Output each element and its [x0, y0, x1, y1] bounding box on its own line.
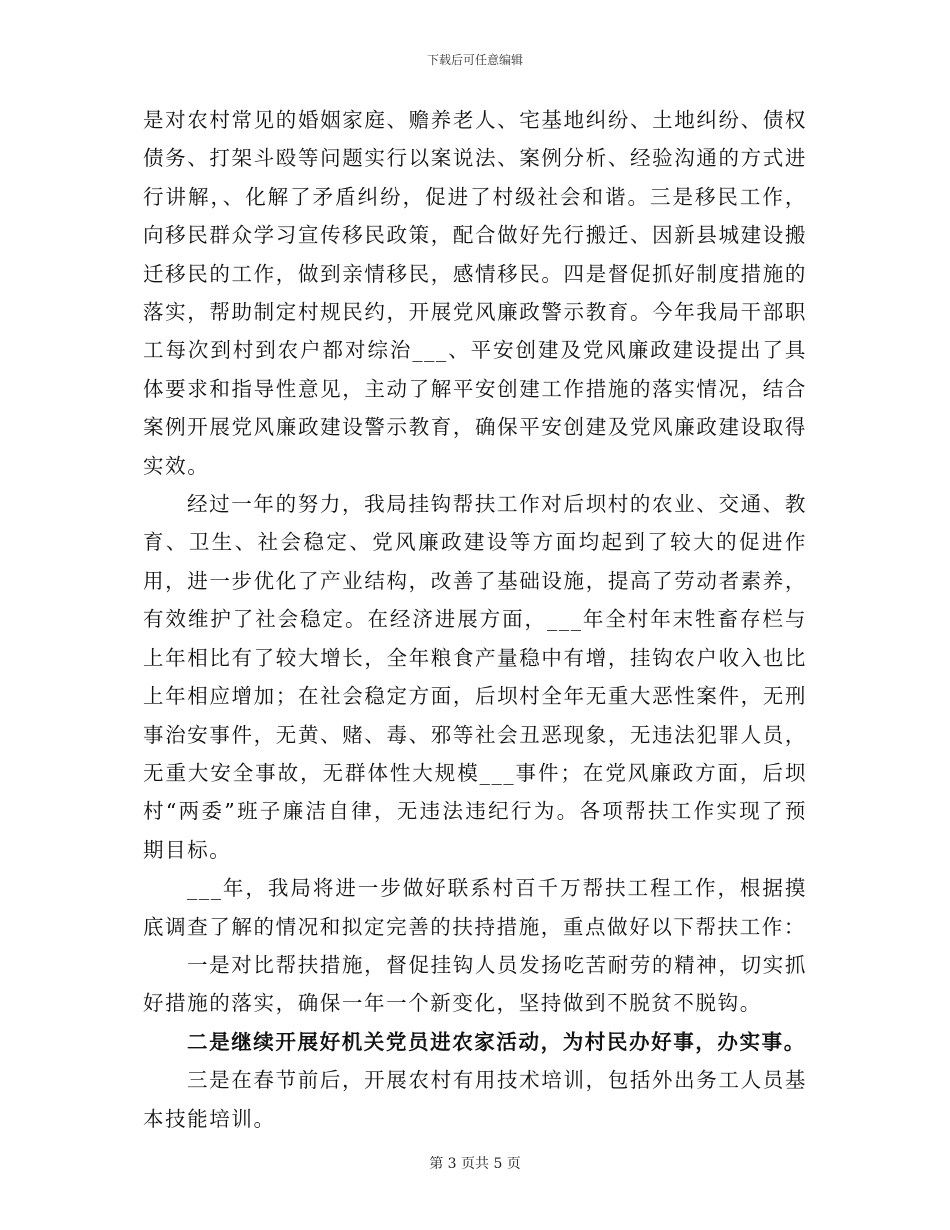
paragraph-summary: 经过一年的努力，我局挂钩帮扶工作对后坝村的农业、交通、教育、卫生、社会稳定、党风廉政建设等方面均起到了较大的促进作用，进一步优化了产业结构，改善了基础设施，提高了劳动者素养，有效维护了社会稳定。在经济进展方面，___年全村年末牲畜存栏与上年相比有了较大增长，全年粮食产量稳中有增，挂钩农户收入也比上年相应增加；在社会稳定方面，后坝村全年无重大恶性案件，无刑事治安事件，无黄、赌、毒、邪等社会丑恶现象，无违法犯罪人员，无重大安全事故，无群体性大规模___事件；在党风廉政方面，后坝村“两委”班子廉洁自律，无违法违纪行为。各项帮扶工作实现了预期目标。 [143, 492, 807, 862]
page-footer: 第 3 页共 5 页 [429, 1156, 521, 1172]
paragraph-plan-item-1: 一是对比帮扶措施，督促挂钩人员发扬吃苦耐劳的精神，切实抓好措施的落实，确保一年一个新变化，坚持做到不脱贫不脱钩。 [143, 952, 807, 1016]
paragraph-plan-intro: ___年，我局将进一步做好联系村百千万帮扶工程工作，根据摸底调查了解的情况和拟定完善的扶持措施，重点做好以下帮扶工作： [143, 876, 807, 939]
page-header: 下载后可任意编辑 [426, 53, 523, 67]
document-body [143, 101, 807, 1138]
paragraph-continued: 是对农村常见的婚姻家庭、赡养老人、宅基地纠纷、土地纠纷、债权债务、打架斗殴等问题实行以案说法、案例分析、经验沟通的方式进行讲解，、化解了矛盾纠纷，促进了村级社会和谐。三是移民工作，向移民群众学习宣传移民政策，配合做好先行搬迁、因新县城建设搬迁移民的工作，做到亲情移民，感情移民。四是督促抓好制度措施的落实，帮助制定村规民约，开展党风廉政警示教育。今年我局干部职工每次到村到农户都对综治___、平安创建及党风廉政建设提出了具体要求和指导性意见，主动了解平安创建工作措施的落实情况，结合案例开展党风廉政建设警示教育，确保平安创建及党风廉政建设取得实效。 [143, 108, 807, 478]
paragraph-plan-item-3: 三是在春节前后，开展农村有用技术培训，包括外出务工人员基本技能培训。 [143, 1068, 807, 1131]
paragraph-plan-item-2: 二是继续开展好机关党员进农家活动，为村民办好事，办实事。 [187, 1029, 806, 1054]
